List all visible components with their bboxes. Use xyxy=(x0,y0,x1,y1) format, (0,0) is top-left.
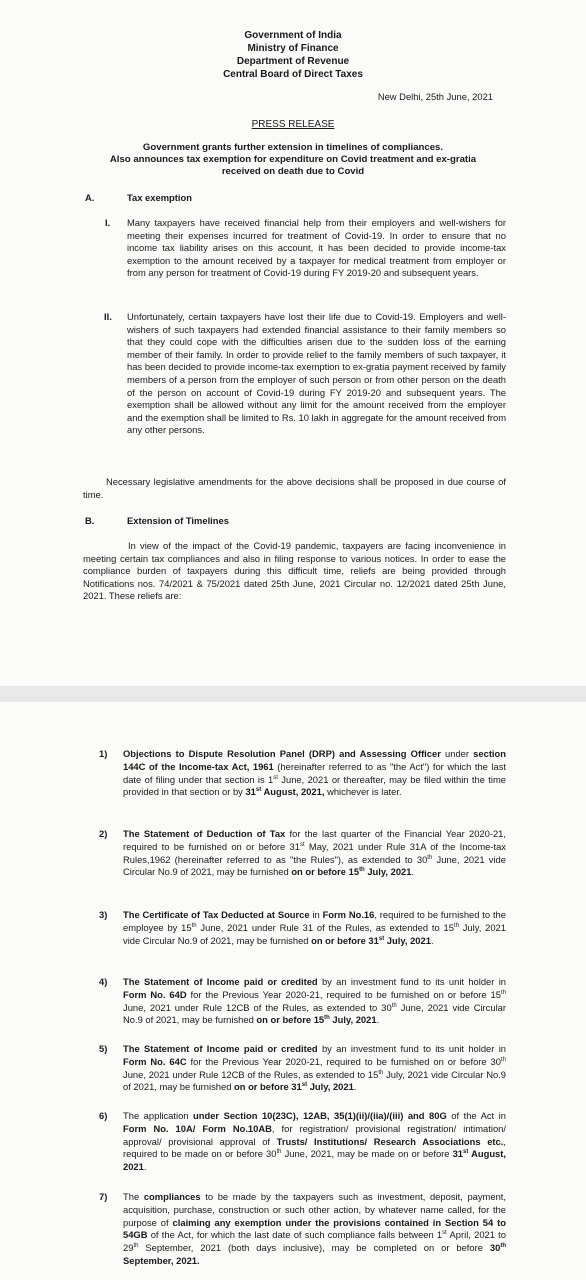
place-date: New Delhi, 25th June, 2021 xyxy=(377,91,493,102)
point-ii-text: Unfortunately, certain taxpayers have lost their life due to Covid-19. Employers and well-wishers of such taxpayers had extended financial assistance to their family members so that they could cope with the difficulties arisen due to the sudden loss of the earning member of their family. In order to provide relief to the family members of such taxpayer, it has been decided to provide income-tax exemption to ex-gratia payment received by family members of a person from the employer of such person or from other person on the death of the person on account of Covid-19 during FY 2019-20 and subsequent years. The exemption shall be allowed without any limit for the amount received from the employer and the exemption shall be limited to Rs. 10 lakh in aggregate for the amount received from any other persons. xyxy=(127,311,506,436)
header-line-cbdt: Central Board of Direct Taxes xyxy=(223,69,363,80)
section-a-marker: A. xyxy=(85,192,95,203)
headline-line-3: received on death due to Covid xyxy=(221,166,365,177)
header-line-ministry: Ministry of Finance xyxy=(247,43,339,54)
relief-3-text: The Certificate of Tax Deducted at Source in Form No.16, required to be furnished to the employee by 15th June, 2021 under Rule 31 of the Rules, as extended to 15th July, 2021 vide Circular No.9 of 2021, may be furnished on or before 31st July, 2021. xyxy=(123,909,506,946)
section-b-marker: B. xyxy=(85,515,95,526)
headline-line-2: Also announces tax exemption for expenditure on Covid treatment and ex-gratia xyxy=(109,154,477,165)
relief-4-text: The Statement of Income paid or credited by an investment fund to its unit holder in Form No. 64D for the Previous Year 2020-21, required to be furnished on or before 15th June, 2021 under Rule 12CB of the Rules, as extended to 30th June, 2021 vide Circular No.9 of 2021, may be furnished on or before 15th July, 2021. xyxy=(123,976,506,1026)
section-b-title: Extension of Timelines xyxy=(127,515,229,526)
relief-7-text: The compliances to be made by the taxpayers such as investment, deposit, payment, acquisition, purchase, construction or such other action, by whatever name called, for the purpose of claiming any exemption under the provisions contained in Section 54 to 54GB of the Act, for which the last date of such compliance falls between 1st April, 2021 to 29th September, 2021 (both days inclusive), may be completed on or before 30th September, 2021. xyxy=(123,1191,507,1266)
relief-5-text: The Statement of Income paid or credited by an investment fund to its unit holder in Form No. 64C for the Previous Year 2020-21, required to be furnished on or before 30th June, 2021 under Rule 12CB of the Rules, as extended to 15th July, 2021 vide Circular No.9 of 2021, may be furnished on or before 31st July, 2021. xyxy=(123,1043,506,1093)
header-line-department: Department of Revenue xyxy=(236,56,350,67)
relief-6-number: 6) xyxy=(99,1110,108,1121)
section-b-intro: In view of the impact of the Covid-19 pandemic, taxpayers are facing inconvenience in meeting certain tax compliances and also in filing response to various notices. In order to ease the compliance burden of taxpayers during this difficult time, reliefs are being provided through Notifications nos. 74/2021 & 75/2021 dated 25th June, 2021 Circular no. 12/2021 dated 25th June, 2021. These reliefs are: xyxy=(83,540,506,602)
point-i-marker: I. xyxy=(105,217,111,228)
press-release-label: PRESS RELEASE xyxy=(251,119,335,130)
relief-3-number: 3) xyxy=(99,909,108,920)
relief-1-number: 1) xyxy=(99,748,108,759)
header-line-government: Government of India xyxy=(244,30,342,41)
relief-1-text: Objections to Dispute Resolution Panel (DRP) and Assessing Officer under section 144C of the Income-tax Act, 1961 (hereinafter referred to as "the Act") for which the last date of filing under that section is 1st June, 2021 or thereafter, may be filed within the time provided in that section or by 31st August, 2021, whichever is later. xyxy=(123,748,507,798)
section-a-title: Tax exemption xyxy=(127,192,192,203)
relief-7-number: 7) xyxy=(99,1191,108,1202)
relief-4-number: 4) xyxy=(99,976,108,987)
headline-line-1: Government grants further extension in timelines of compliances. xyxy=(142,142,444,153)
relief-5-number: 5) xyxy=(99,1043,108,1054)
page-two xyxy=(0,702,586,1280)
relief-6-text: The application under Section 10(23C), 12AB, 35(1)(ii)/(iia)/(iii) and 80G of the Act in Form No. 10A/ Form No.10AB, for registration/ provisional registration/ intimation/ approval/ provisional approval of Trusts/ Institutions/ Research Associations etc., required to be made on or before 30th June, 2021, may be made on or before 31st August, 2021. xyxy=(123,1110,506,1173)
relief-2-text: The Statement of Deduction of Tax for the last quarter of the Financial Year 2020-21, required to be furnished on or before 31st May, 2021 under Rule 31A of the Income-tax Rules,1962 (hereinafter referred to as "the Rules"), as extended to 30th June, 2021 vide Circular No.9 of 2021, may be furnished on or before 15th July, 2021. xyxy=(123,828,507,878)
point-i-text: Many taxpayers have received financial help from their employers and well-wishers for meeting their expenses incurred for treatment of Covid-19. In order to ensure that no income tax liability arises on this account, it has been decided to provide income-tax exemption to the amount received by a taxpayer for medical treatment from employer or from any person for treatment of Covid-19 during FY 2019-20 and subsequent years. xyxy=(127,217,506,279)
relief-2-number: 2) xyxy=(99,828,108,839)
section-a-closing: Necessary legislative amendments for the above decisions shall be proposed in due course of time. xyxy=(83,476,506,500)
point-ii-marker: II. xyxy=(104,311,112,322)
